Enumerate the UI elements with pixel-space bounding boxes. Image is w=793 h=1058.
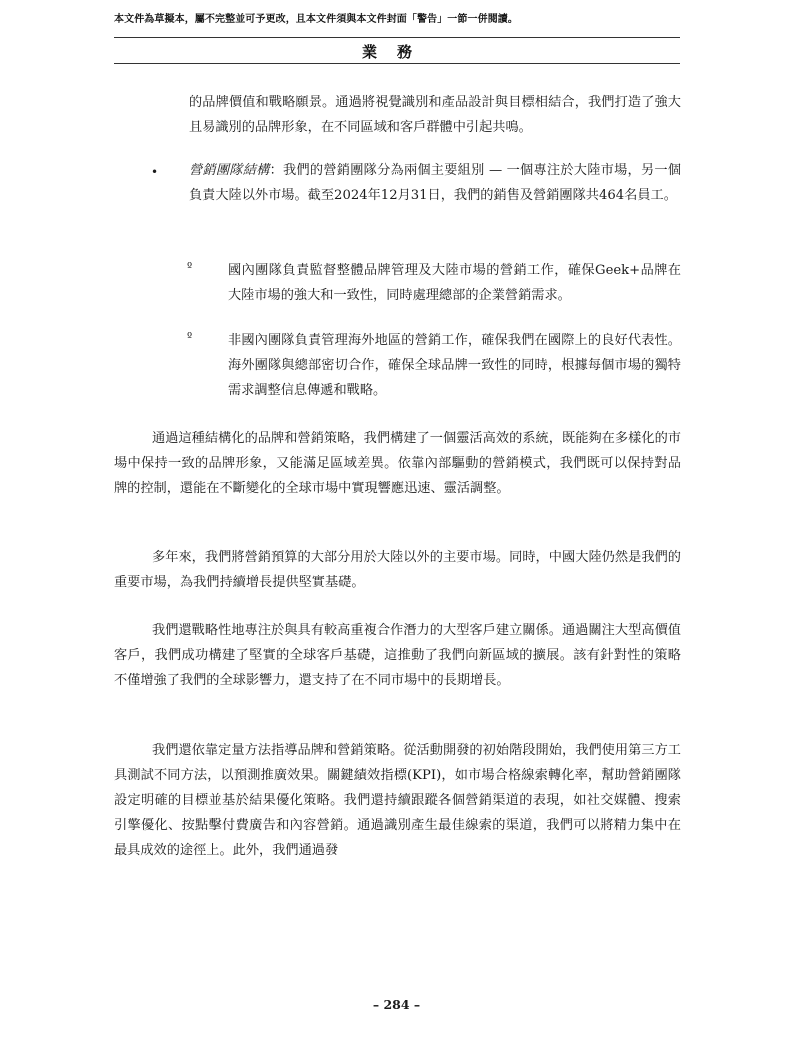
paragraph-marketing-budget: 多年來，我們將營銷預算的大部分用於大陸以外的主要市場。同時，中國大陸仍然是我們的重要市場，為我們持續增長提供堅實基礎。 (114, 550, 681, 590)
sub-bullet-overseas-team: 非國內團隊負責管理海外地區的營銷工作，確保我們在國際上的良好代表性。海外團隊與總部密切合作，確保全球品牌一致性的同時，根據每個市場的獨特需求調整信息傳遞和戰略。 (228, 333, 681, 398)
marketing-team-structure-heading: 營銷團隊結構 (189, 163, 270, 178)
header-rule-top (114, 37, 680, 38)
paragraph-structured-strategy: 通過這種結構化的品牌和營銷策略，我們構建了一個靈活高效的系統，既能夠在多樣化的市場中保持一致的品牌形象，又能滿足區域差異。依靠內部驅動的營銷模式，我們既可以保持對品牌的控制，還能在不斷變化的全球市場中實現響應迅速、靈活調整。 (114, 431, 681, 496)
sub-bullet-marker-overseas: º (187, 330, 193, 343)
paragraph-marketing-team-structure (189, 158, 681, 208)
page-number: – 284 – (372, 997, 421, 1012)
sub-bullet-marker-domestic: º (187, 260, 193, 273)
paragraph-quantitative-methods: 我們還依靠定量方法指導品牌和營銷策略。從活動開發的初始階段開始，我們使用第三方工具測試不同方法，以預測推廣效果。關鍵績效指標(KPI)，如市場合格線索轉化率，幫助營銷團隊設定明確的目標並基於結果優化策略。我們還持續跟蹤各個營銷渠道的表現，如社交媒體、搜索引擎優化、按點擊付費廣告和內容營銷。通過識別產生最佳線索的渠道，我們可以將精力集中在最具成效的途徑上。此外，我們通過發 (114, 743, 681, 858)
section-title: 業務 (361, 43, 432, 61)
marketing-team-structure-text: ：我們的營銷團隊分為兩個主要組別 — 一個專注於大陸市場，另一個負責大陸以外市場。截至2024年12月31日，我們的銷售及營銷團隊共464名員工。 (189, 163, 681, 203)
bullet-marker: • (151, 165, 159, 179)
draft-disclaimer: 本文件為草擬本，屬不完整並可予更改，且本文件須與本文件封面「警告」一節一併閱讀。 (114, 14, 518, 25)
paragraph-large-customers: 我們還戰略性地專注於與具有較高重複合作潛力的大型客戶建立關係。通過關注大型高價值客戶，我們成功構建了堅實的全球客戶基礎，這推動了我們向新區域的擴展。該有針對性的策略不僅增強了我們的全球影響力，還支持了在不同市場中的長期增長。 (114, 623, 681, 688)
paragraph-brand-value: 的品牌價值和戰略願景。通過將視覺識別和產品設計與目標相結合，我們打造了強大且易識別的品牌形象，在不同區域和客戶群體中引起共鳴。 (189, 95, 681, 135)
header-rule-bottom (114, 63, 680, 64)
sub-bullet-domestic-team: 國內團隊負責監督整體品牌管理及大陸市場的營銷工作，確保Geek+品牌在大陸市場的強大和一致性，同時處理總部的企業營銷需求。 (228, 263, 681, 303)
